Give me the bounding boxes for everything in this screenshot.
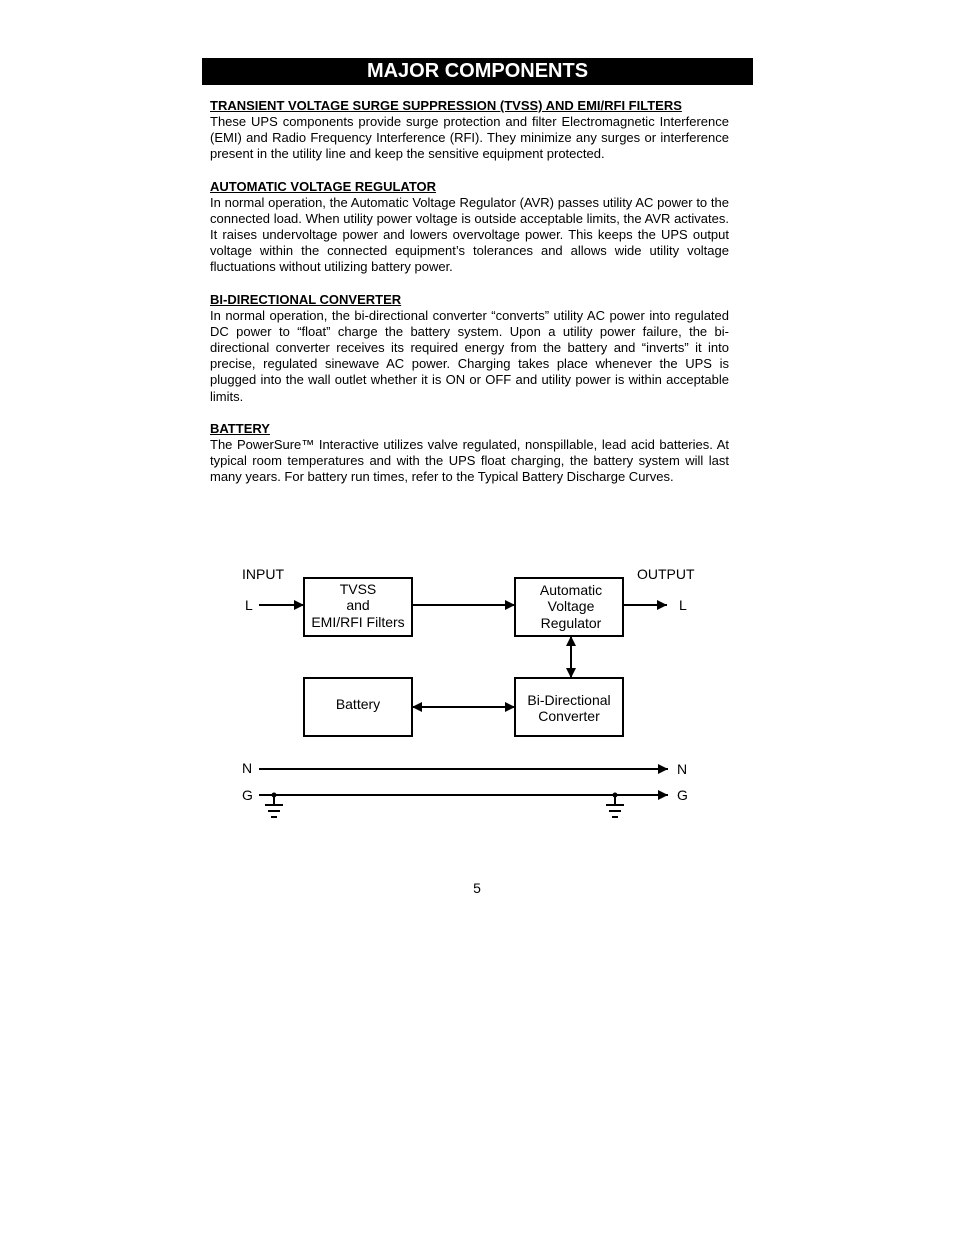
tvss-label-3: EMI/RFI Filters [311, 614, 405, 630]
neutral-out-label: N [677, 761, 688, 777]
section-body: In normal operation, the Automatic Voltage Regulator (AVR) passes utility AC power to the connected load. When utility power voltage is outside acceptable limits, the AVR activates. It raises undervoltage power and lowers overvoltage power. This keeps the UPS output voltage within the connected equipment’s tolerances and allows wide utility voltage fluctuations without utilizing battery power. [210, 194, 729, 275]
avr-label-1: Automatic [539, 582, 603, 598]
avr-label-3: Regulator [540, 615, 602, 631]
page-title: MAJOR COMPONENTS [202, 58, 753, 85]
section-body: These UPS components provide surge protection and filter Electromagnetic Interference (EMI) and Radio Frequency Interference (RFI). They minimize any surges or interference present in the utility line and keep the sensitive equipment protected. [210, 114, 729, 162]
section-heading: BI-DIRECTIONAL CONVERTER [210, 291, 402, 307]
converter-label-1: Bi-Directional [527, 692, 611, 708]
ground-icon [265, 793, 283, 818]
converter-label-2: Converter [538, 708, 600, 724]
line-in-label: L [245, 597, 253, 613]
section-heading: AUTOMATIC VOLTAGE REGULATOR [210, 178, 437, 194]
section-body: The PowerSure™ Interactive utilizes valve regulated, nonspillable, lead acid batteries. At typical room temperatures and with the UPS float charging, the battery system will last many years. For battery run times, refer to the Typical Battery Discharge Curves. [210, 436, 729, 485]
line-out-label: L [679, 597, 687, 613]
output-label: OUTPUT [637, 566, 695, 582]
ground-in-label: G [242, 787, 253, 803]
battery-label: Battery [335, 696, 381, 712]
ground-icon [606, 793, 624, 818]
avr-label-2: Voltage [547, 598, 595, 614]
tvss-label-1: TVSS [339, 581, 377, 597]
page-number: 5 [473, 880, 481, 896]
neutral-in-label: N [242, 760, 253, 776]
section-body: In normal operation, the bi-directional converter “converts” utility AC power into regulated DC power to “float” charge the battery system. Upon a utility power failure, the bi-directional converter receives its required energy from the battery and “inverts” it into precise, regulated sinewave AC power. Charging takes place whenever the UPS is plugged into the wall outlet whether it is ON or OFF and utility power is within acceptable limits. [210, 307, 729, 404]
section-heading: BATTERY [210, 420, 270, 436]
input-label: INPUT [242, 566, 284, 582]
ground-out-label: G [677, 787, 688, 803]
tvss-label-2: and [346, 597, 370, 613]
section-heading: TRANSIENT VOLTAGE SURGE SUPPRESSION (TVSS) AND EMI/RFI FILTERS [210, 98, 682, 113]
